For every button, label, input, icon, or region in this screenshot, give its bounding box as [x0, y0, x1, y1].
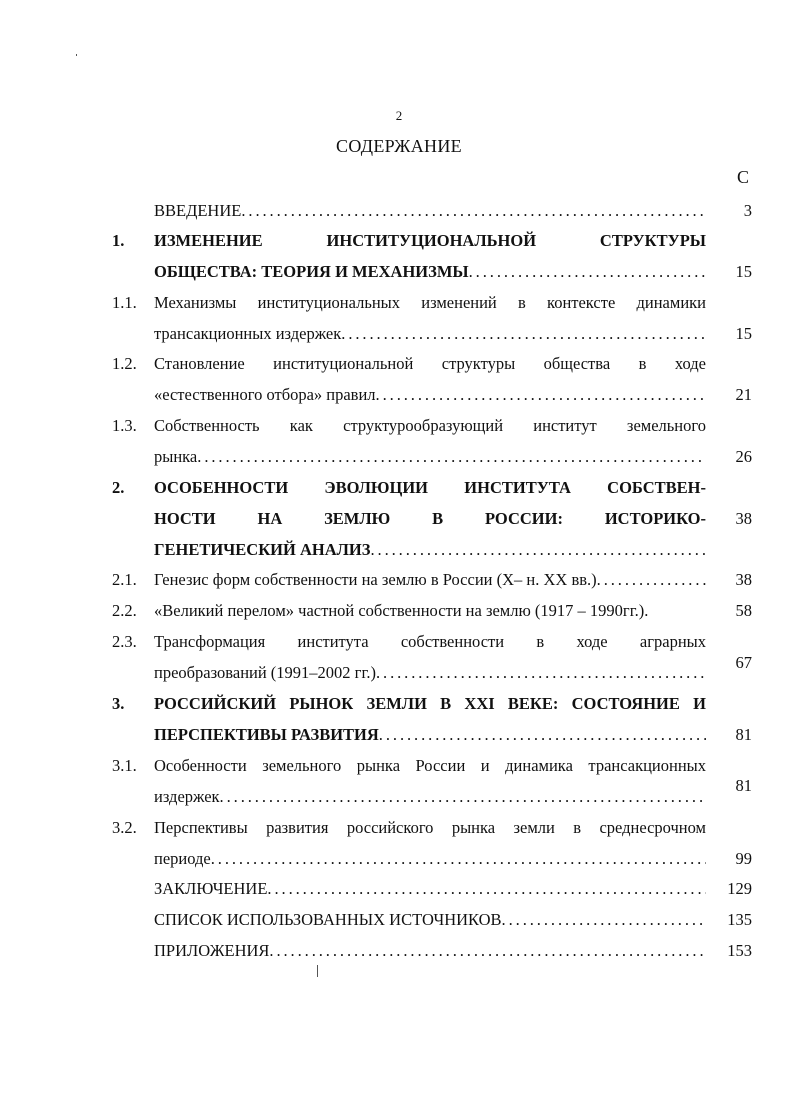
toc-entry-page: 26	[735, 447, 752, 466]
toc-entry-chapter-2-cont	[0, 506, 798, 532]
toc-entry-text: Особенности земельного рынка России и динамика трансакционных	[154, 756, 706, 775]
toc-entry-text: рынка	[154, 447, 198, 466]
toc-entry-number: 1.3.	[112, 416, 137, 435]
toc-entry-chapter-1-cont	[0, 259, 798, 285]
page-column-label: С	[737, 167, 750, 187]
toc-entry-1-1	[0, 290, 798, 316]
toc-entry-1-1-cont	[0, 321, 798, 347]
toc-entry-page: 58	[735, 601, 752, 620]
toc-entry-1-2	[0, 351, 798, 377]
toc-entry-text: Генезис форм собственности на землю в России (X– н. XX вв.)	[154, 570, 597, 589]
toc-entry-text: Перспективы развития российского рынка земли в среднесрочном	[154, 818, 706, 837]
toc-entry-number: 1.	[112, 231, 125, 250]
toc-entry-3-2-cont	[0, 846, 798, 872]
toc-entry-text: НОСТИ НА ЗЕМЛЮ В РОССИИ: ИСТОРИКО-	[154, 509, 706, 528]
toc-entry-text: ЗАКЛЮЧЕНИЕ	[154, 879, 268, 898]
toc-entry-1-3	[0, 413, 798, 439]
toc-entry-number: 2.2.	[112, 601, 137, 620]
toc-entry-text: Трансформация института собственности в ходе аграрных	[154, 632, 706, 651]
toc-entry-text: ОСОБЕННОСТИ ЭВОЛЮЦИИ ИНСТИТУТА СОБСТВЕН-	[154, 478, 706, 497]
toc-entry-number: 3.2.	[112, 818, 137, 837]
toc-entry-text: ПЕРСПЕКТИВЫ РАЗВИТИЯ	[154, 725, 379, 744]
toc-entry-text: ИЗМЕНЕНИЕ ИНСТИТУЦИОНАЛЬНОЙ СТРУКТУРЫ	[154, 231, 706, 250]
toc-entry-page: 135	[727, 910, 752, 929]
toc-entry-page: 81	[735, 725, 752, 744]
toc-entry-text: «Великий перелом» частной собственности на землю (1917 – 1990гг.).	[154, 601, 649, 620]
toc-entry-3-1-page	[0, 773, 798, 799]
toc-entry-number: 1.1.	[112, 293, 137, 312]
toc-entry-text: периоде	[154, 849, 211, 868]
toc-entry-chapter-2	[0, 475, 798, 501]
toc-entry-page: 81	[735, 776, 752, 795]
toc-entry-appendices	[0, 938, 798, 964]
toc-entry-chapter-3	[0, 691, 798, 717]
toc-entry-conclusion	[0, 876, 798, 902]
toc-entry-text: ПРИЛОЖЕНИЯ	[154, 941, 270, 960]
toc-entry-text: Механизмы институциональных изменений в контексте динамики	[154, 293, 706, 312]
toc-entry-number: 2.1.	[112, 570, 137, 589]
toc-entry-2-3-page	[0, 650, 798, 676]
toc-entry-page: 15	[735, 262, 752, 281]
toc-entry-page: 129	[727, 879, 752, 898]
toc-entry-chapter-1	[0, 228, 798, 254]
toc-entry-introduction	[0, 198, 798, 224]
toc-entry-text: ГЕНЕТИЧЕСКИЙ АНАЛИЗ	[154, 540, 371, 559]
toc-entry-text: трансакционных издержек	[154, 324, 342, 343]
toc-entry-page: 21	[735, 385, 752, 404]
toc-entry-page: 67	[735, 653, 752, 672]
toc-entry-number: 1.2.	[112, 354, 137, 373]
toc-entry-text: ВВЕДЕНИЕ	[154, 201, 242, 220]
toc-entry-page: 3	[743, 201, 752, 220]
toc-entry-text: РОССИЙСКИЙ РЫНОК ЗЕМЛИ В XXI ВЕКЕ: СОСТОЯНИЕ И	[154, 694, 706, 713]
toc-entry-number: 2.3.	[112, 632, 137, 651]
toc-entry-chapter-3-cont	[0, 722, 798, 748]
toc-entry-text: «естественного отбора» правил	[154, 385, 376, 404]
toc-entry-chapter-2-cont2	[0, 537, 798, 563]
toc-entry-2-2	[0, 598, 798, 624]
toc-entry-page: 99	[735, 849, 752, 868]
toc-entry-text: Становление институциональной структуры общества в ходе	[154, 354, 706, 373]
toc-entry-3-2	[0, 815, 798, 841]
toc-entry-number: 3.1.	[112, 756, 137, 775]
toc-entry-text: СПИСОК ИСПОЛЬЗОВАННЫХ ИСТОЧНИКОВ	[154, 910, 502, 929]
toc-entry-text: преобразований (1991–2002 гг.)	[154, 663, 376, 682]
toc-entry-page: 38	[735, 570, 752, 589]
page-number: 2	[395, 108, 403, 123]
toc-entry-number: 2.	[112, 478, 125, 497]
toc-entry-references	[0, 907, 798, 933]
toc-entry-number: 3.	[112, 694, 125, 713]
toc-entry-text: издержек	[154, 787, 220, 806]
toc-entry-page: 38	[735, 509, 752, 528]
toc-entry-text: Собственность как структурообразующий институт земельного	[154, 416, 706, 435]
toc-entry-page: 15	[735, 324, 752, 343]
scan-artifact	[76, 54, 77, 56]
page-title: СОДЕРЖАНИЕ	[336, 136, 462, 156]
toc-entry-2-1	[0, 567, 798, 593]
scan-artifact	[317, 965, 318, 977]
toc-entry-text: ОБЩЕСТВА: ТЕОРИЯ И МЕХАНИЗМЫ	[154, 262, 469, 281]
toc-entry-page: 153	[727, 941, 752, 960]
toc-entry-1-2-cont	[0, 382, 798, 408]
toc-entry-1-3-cont	[0, 444, 798, 470]
